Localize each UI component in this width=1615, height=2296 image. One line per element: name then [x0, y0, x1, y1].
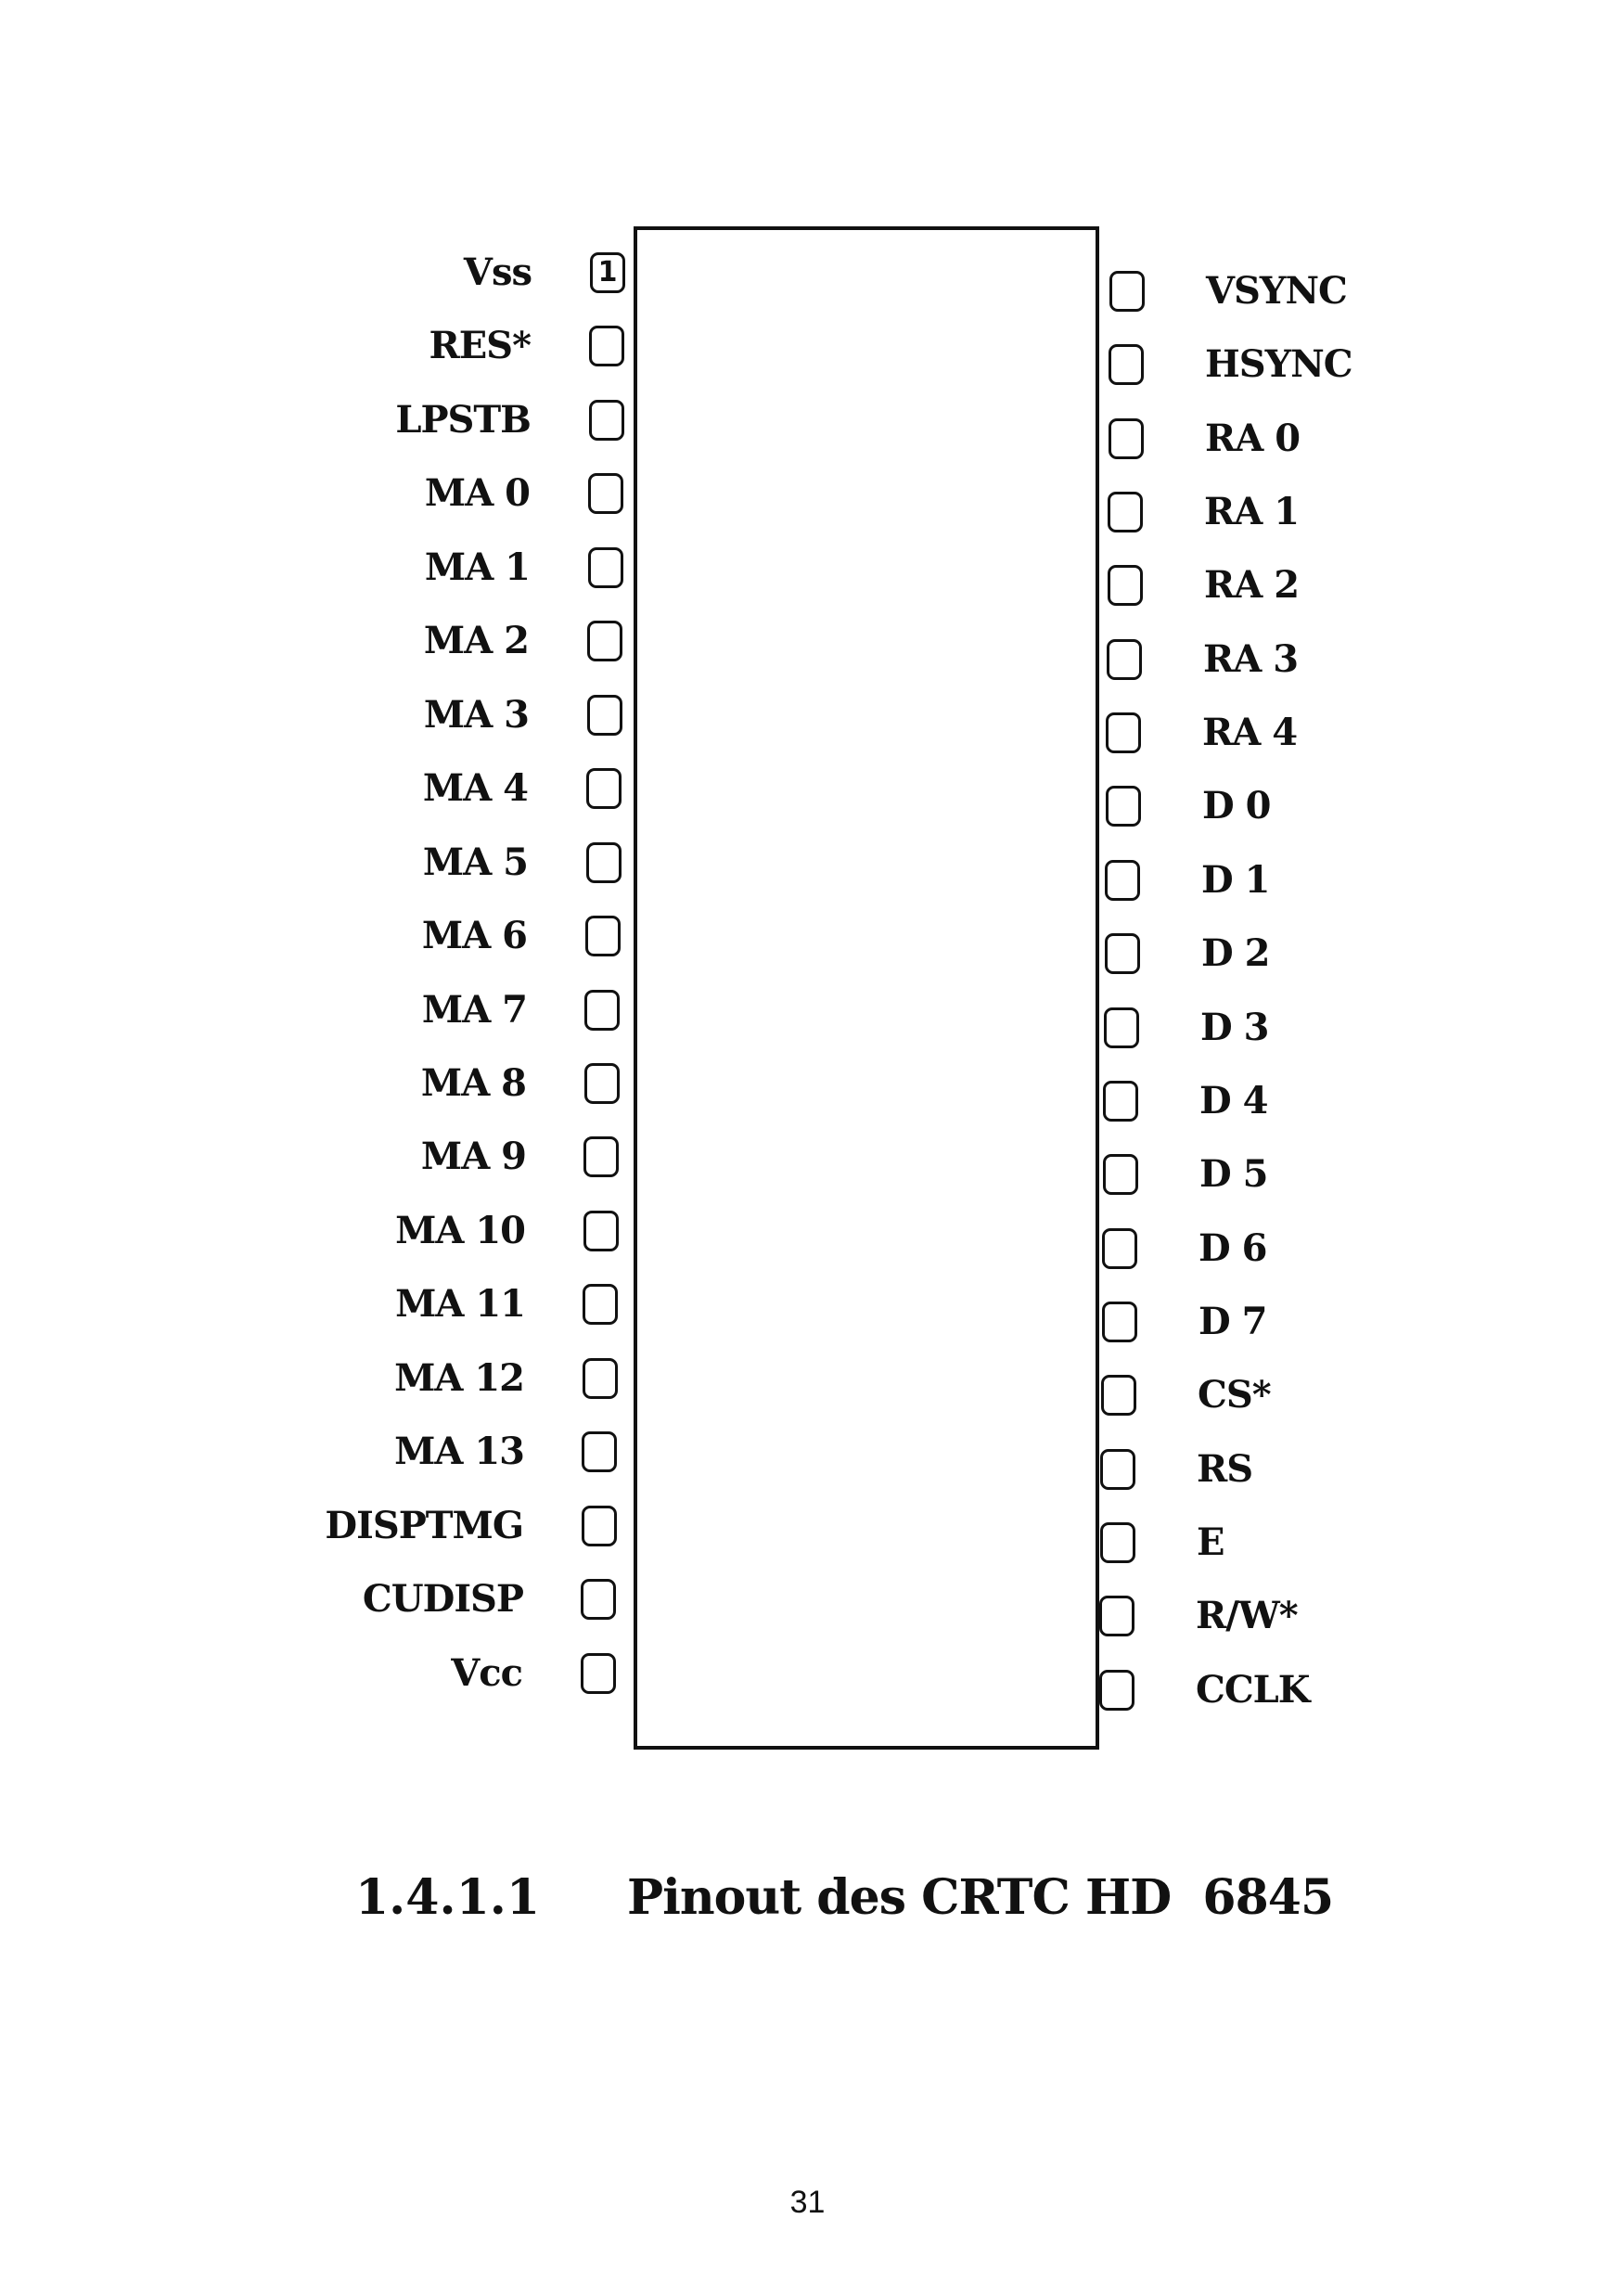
- pin-box-right: [1102, 1302, 1137, 1342]
- pin-label-left: Vss: [463, 250, 532, 294]
- pin-box-right: [1105, 933, 1140, 974]
- pin-label-right: D 2: [1201, 931, 1270, 976]
- pin-box-right: [1101, 1375, 1136, 1416]
- pin-label-left: MA 9: [420, 1135, 526, 1179]
- pin-label-right: RA 1: [1204, 490, 1300, 534]
- pin-box-right: [1106, 786, 1141, 827]
- pin-label-right: RA 0: [1205, 416, 1301, 460]
- pin-label-left: MA 10: [395, 1208, 525, 1252]
- pin-box-left: [584, 990, 620, 1031]
- pin-label-right: HSYNC: [1205, 342, 1352, 387]
- pin-box-right: [1109, 271, 1145, 312]
- pin-label-right: D 6: [1198, 1225, 1267, 1270]
- pin-label-right: D 7: [1198, 1299, 1267, 1343]
- pin-box-left: [583, 1211, 619, 1251]
- pin-label-left: MA 0: [424, 471, 530, 516]
- pin-box-right: [1109, 344, 1144, 385]
- pin-label-left: MA 13: [394, 1430, 524, 1474]
- pin-label-left: RES*: [429, 324, 531, 368]
- pin-box-right: [1100, 1449, 1135, 1490]
- pin-label-left: CUDISP: [362, 1577, 523, 1622]
- pin-box-left: [583, 1136, 619, 1177]
- pin-box-right: [1108, 492, 1143, 532]
- pin-label-left: MA 8: [420, 1060, 526, 1105]
- pin-label-right: RA 3: [1203, 636, 1299, 681]
- pin-label-right: D 5: [1199, 1152, 1268, 1197]
- pin-box-right: [1103, 1081, 1138, 1122]
- pin-label-left: MA 4: [422, 766, 528, 811]
- pin-box-left: [587, 621, 622, 661]
- pin-box-left: [581, 1579, 616, 1620]
- pin-box-right: [1104, 1007, 1139, 1048]
- pin-box-right: [1103, 1154, 1138, 1195]
- pin-label-left: MA 3: [423, 692, 529, 737]
- pin-box-left: [589, 326, 624, 366]
- pin-box-left: [586, 842, 622, 883]
- pin-box-left: [586, 768, 622, 809]
- pin-box-right: [1099, 1596, 1134, 1636]
- pin-box-right: [1106, 712, 1141, 753]
- pin-label-left: MA 6: [421, 914, 527, 958]
- pin-box-left: [587, 695, 622, 736]
- pin-label-left: LPSTB: [395, 397, 531, 442]
- pin-label-left: MA 5: [422, 840, 528, 884]
- pin-box-right: [1099, 1670, 1134, 1711]
- pin-box-right: [1107, 639, 1142, 680]
- pin-label-right: D 0: [1202, 784, 1271, 828]
- pin-label-right: CS*: [1198, 1373, 1271, 1417]
- pin-box-left: [585, 916, 621, 956]
- pin-label-left: MA 2: [423, 619, 529, 663]
- pin-box-left: [583, 1358, 618, 1399]
- pin-box-left: [582, 1431, 617, 1472]
- pin-label-right: CCLK: [1196, 1667, 1310, 1712]
- pin-label-right: D 1: [1201, 857, 1270, 902]
- caption-title: Pinout des CRTC HD 6845: [627, 1869, 1334, 1926]
- pin-box-left: [583, 1284, 618, 1325]
- pin-box-right: [1105, 860, 1140, 901]
- pin-label-right: RA 2: [1204, 563, 1300, 608]
- chip-body: [634, 226, 1099, 1750]
- pin-box-left: [584, 1063, 620, 1104]
- pin-label-left: MA 7: [421, 987, 527, 1032]
- pin-label-right: D 4: [1199, 1078, 1268, 1122]
- pin-label-left: MA 12: [394, 1355, 524, 1400]
- pin-label-left: DISPTMG: [325, 1503, 523, 1547]
- pin-label-right: D 3: [1200, 1005, 1269, 1049]
- pin-box-right: [1109, 418, 1144, 459]
- pin-box-right: [1100, 1522, 1135, 1563]
- pin-label-right: VSYNC: [1206, 269, 1347, 313]
- pin-box-right: [1108, 565, 1143, 606]
- pin-1-marker: 1: [590, 252, 625, 293]
- pin-box-right: [1102, 1228, 1137, 1269]
- pin-label-left: MA 1: [424, 545, 530, 589]
- pin-box-left: [581, 1653, 616, 1694]
- pin-label-right: RS: [1197, 1446, 1253, 1491]
- pin-label-right: R/W*: [1196, 1594, 1298, 1638]
- pin-box-left: [582, 1506, 617, 1546]
- pin-box-left: [588, 547, 623, 588]
- pin-label-left: MA 11: [395, 1282, 525, 1327]
- pin-label-right: E: [1197, 1520, 1224, 1564]
- pin-label-left: Vcc: [451, 1650, 522, 1695]
- caption-number: 1.4.1.1: [355, 1869, 541, 1926]
- pin-label-right: RA 4: [1202, 711, 1298, 755]
- page-number: 31: [789, 2185, 826, 2220]
- pin-box-left: [588, 473, 623, 514]
- pin-box-left: [589, 400, 624, 441]
